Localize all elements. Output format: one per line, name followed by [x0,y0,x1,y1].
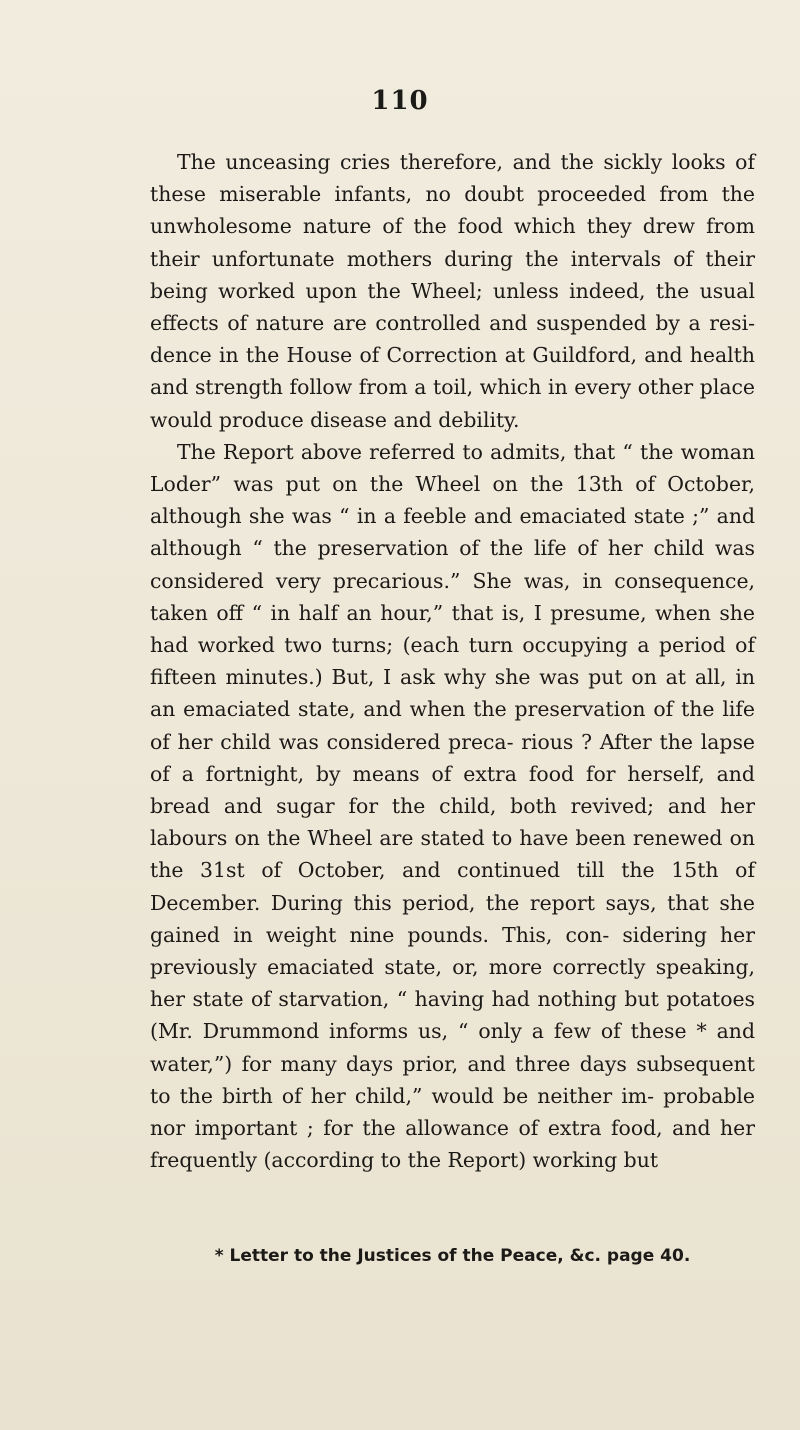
body-text [150,146,755,1177]
paragraph-2: The Report above referred to admits, that “ the woman Loder” was put on the Wheel on the 13th of October, although she was “ in a feeble and emaciated state ;” and although “ the preservation of the life of her child was considered very precarious.” She was, in consequence, taken off “ in half an hour,” that is, I presume, when she had worked two turns; (each turn occupying a period of fifteen minutes.) But, I ask why she was put on at all, in an emaciated state, and when the preservation of the life of her child was considered preca- rious ? After the lapse of a fortnight, by means of extra food for herself, and bread and sugar for the child, both revived; and her labours on the Wheel are stated to have been renewed on the 31st of October, and continued till the 15th of December. During this period, the report says, that she gained in weight nine pounds. This, con- sidering her previously emaciated state, or, more correctly speaking, her state of starvation, “ having had nothing but potatoes (Mr. Drummond informs us, “ only a few of these * and water,”) for many days prior, and three days subsequent to the birth of her child,” would be neither im- probable nor important ; for the allowance of extra food, and her frequently (according to the Report) working but [150,439,755,1173]
page-number: 110 [371,86,429,116]
footnote: * Letter to the Justices of the Peace, &c. page 40. [214,1246,691,1266]
paragraph-1: The unceasing cries therefore, and the sickly looks of these miserable infants, no doubt proceeded from the unwholesome nature of the food which they drew from their unfortunate mothers during the intervals of their being worked upon the Wheel; unless indeed, the usual effects of nature are controlled and suspended by a resi- dence in the House of Correction at Guildford, and health and strength follow from a toil, which in every other place would produce disease and debility. [150,150,755,432]
